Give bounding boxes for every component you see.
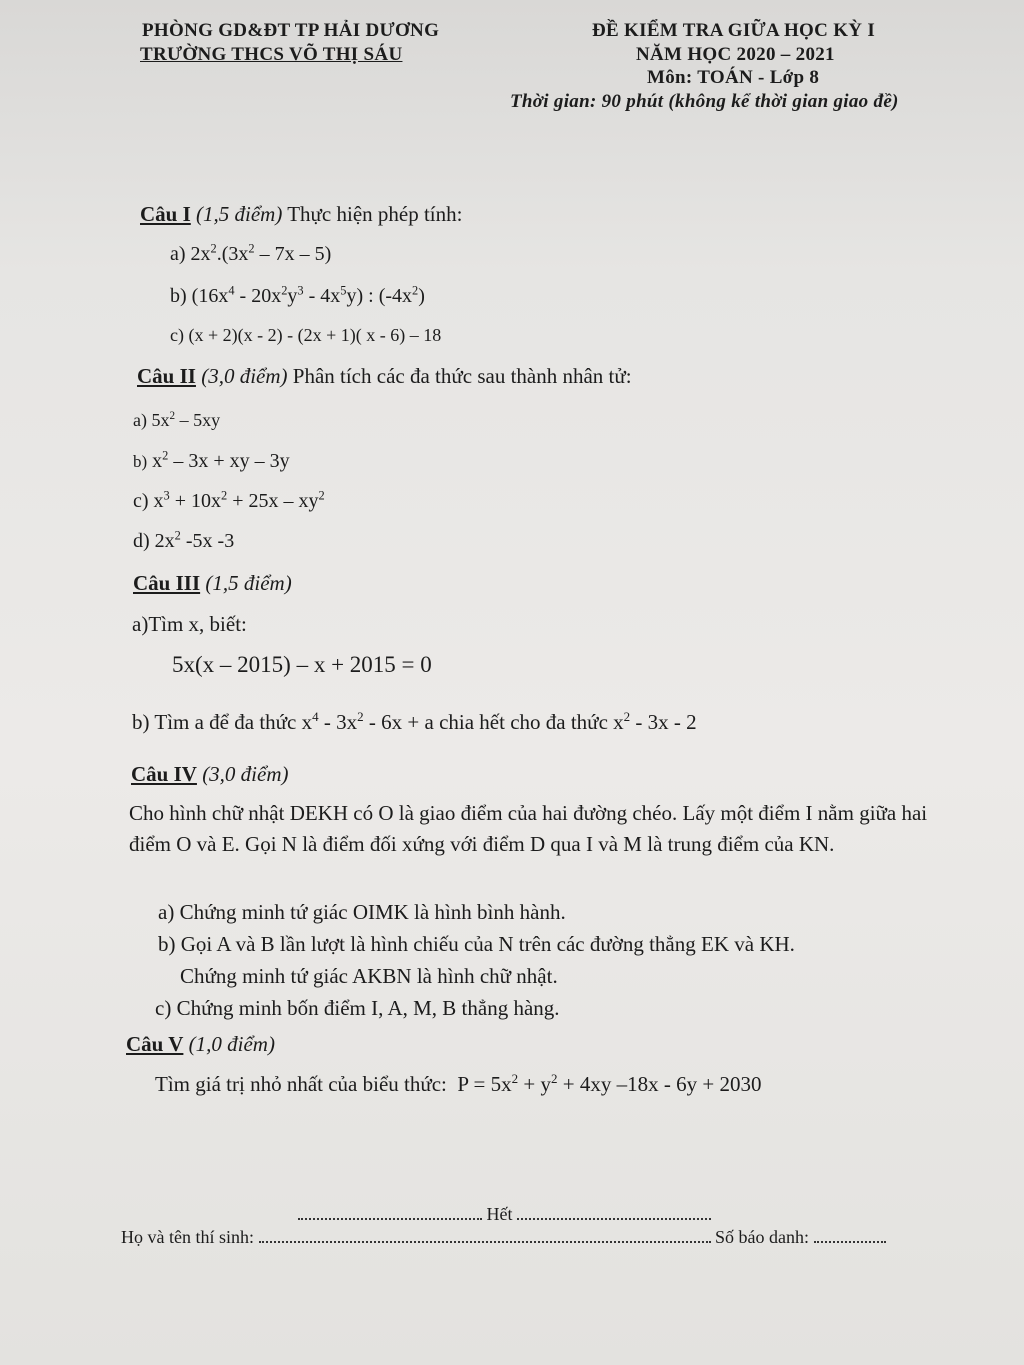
question-2-label: Câu II [137, 364, 196, 388]
item-label: b) [170, 285, 187, 307]
question-3b-prompt: b) Tìm a để đa thức [132, 710, 297, 734]
item-label: a) [133, 410, 147, 430]
item-label: c) [133, 490, 149, 512]
question-2a [133, 410, 220, 431]
question-1a [170, 243, 331, 266]
expression: $x^4 - 3x^2 - 6x + a$ [301, 709, 434, 734]
question-2-heading [137, 364, 632, 389]
exam-title: ĐỀ KIỂM TRA GIỮA HỌC KỲ I [592, 20, 876, 41]
question-3-heading [133, 571, 292, 596]
question-3-label: Câu III [133, 571, 201, 595]
question-4b-line1: b) Gọi A và B lần lượt là hình chiếu của N trên các đường thẳng EK và KH. [158, 932, 795, 956]
school-name: TRƯỜNG THCS VÕ THỊ SÁU [140, 44, 403, 65]
question-5-points: (1,0 điểm) [188, 1032, 275, 1056]
question-5-label: Câu V [126, 1032, 184, 1056]
question-1-heading [140, 202, 462, 227]
question-4-heading [131, 762, 289, 787]
expression: $2x^2$ -5x -3 [154, 528, 235, 552]
question-4-label: Câu IV [131, 762, 197, 786]
expression: $x^2 - 3x - 2$ [613, 709, 697, 734]
question-2-points: (3,0 điểm) [201, 364, 288, 388]
expression: $P = 5x^2 + y^2 + 4xy$ –18x - 6y + 2030 [452, 1071, 762, 1096]
expression: $x^2 - 3x$ + xy – 3y [152, 448, 290, 472]
end-label: Hết [486, 1204, 513, 1224]
question-1-prompt: Thực hiện phép tính: [287, 202, 463, 226]
time-limit: Thời gian: 90 phút (không kể thời gian giao đề) [510, 91, 899, 112]
school-year: NĂM HỌC 2020 – 2021 [636, 44, 835, 65]
item-label: a) [170, 243, 186, 265]
dotted-line [298, 1218, 482, 1220]
question-4c: c) Chứng minh bốn điểm I, A, M, B thẳng hàng. [155, 996, 560, 1020]
department-name: PHÒNG GD&ĐT TP HẢI DƯƠNG [142, 20, 440, 41]
expression: $x^3 + 10x^2 + 25x - xy^2$ [153, 488, 325, 512]
question-2b [133, 450, 290, 473]
item-label: b) [133, 452, 148, 471]
question-3a-equation: 5x(x – 2015) – x + 2015 = 0 [172, 652, 432, 677]
question-3a-prompt: a)Tìm x, biết: [132, 612, 247, 636]
question-3b-prompt-mid: chia hết cho đa thức [439, 710, 608, 734]
question-1c: c) (x + 2)(x - 2) - (2x + 1)( x - 6) – 18 [170, 325, 442, 345]
item-label: d) [133, 530, 150, 552]
question-5-body [155, 1072, 761, 1097]
question-3b [132, 710, 697, 735]
question-4-points: (3,0 điểm) [202, 762, 289, 786]
dotted-line [517, 1218, 711, 1220]
candidate-id-blank [814, 1241, 886, 1243]
candidate-name-blank [259, 1241, 711, 1243]
question-1-points: (1,5 điểm) [196, 202, 283, 226]
question-1b [170, 285, 425, 308]
candidate-info [121, 1227, 886, 1248]
candidate-name-label: Họ và tên thí sinh: [121, 1227, 254, 1247]
question-4b-line2: Chứng minh tứ giác AKBN là hình chữ nhật. [180, 964, 558, 988]
subject: Môn: TOÁN - Lớp 8 [647, 67, 820, 88]
expression: $2x^2.(3x^2 - 7x - 5)$ [190, 241, 332, 265]
expression: $5x^2 - 5xy$ [151, 410, 221, 430]
end-marker [298, 1204, 711, 1225]
candidate-id-label: Số báo danh: [715, 1227, 809, 1247]
expression: $(16x^4 - 20x^2y^3 - 4x^5y)$ : $(-4x^2)$ [191, 283, 425, 307]
question-4-statement: Cho hình chữ nhật DEKH có O là giao điểm của hai đường chéo. Lấy một điểm I nằm giữa hai điểm O và E. Gọi N là điểm đối xứng với điểm D qua I và M là trung điểm của KN. [129, 801, 928, 856]
question-5-heading [126, 1032, 275, 1057]
question-1-label: Câu I [140, 202, 191, 226]
question-3-points: (1,5 điểm) [205, 571, 292, 595]
question-2d [133, 530, 234, 553]
question-2-prompt: Phân tích các đa thức sau thành nhân tử: [292, 364, 632, 388]
question-5-prompt: Tìm giá trị nhỏ nhất của biểu thức: [155, 1072, 447, 1096]
question-2c [133, 490, 325, 513]
question-4a: a) Chứng minh tứ giác OIMK là hình bình hành. [158, 900, 566, 924]
